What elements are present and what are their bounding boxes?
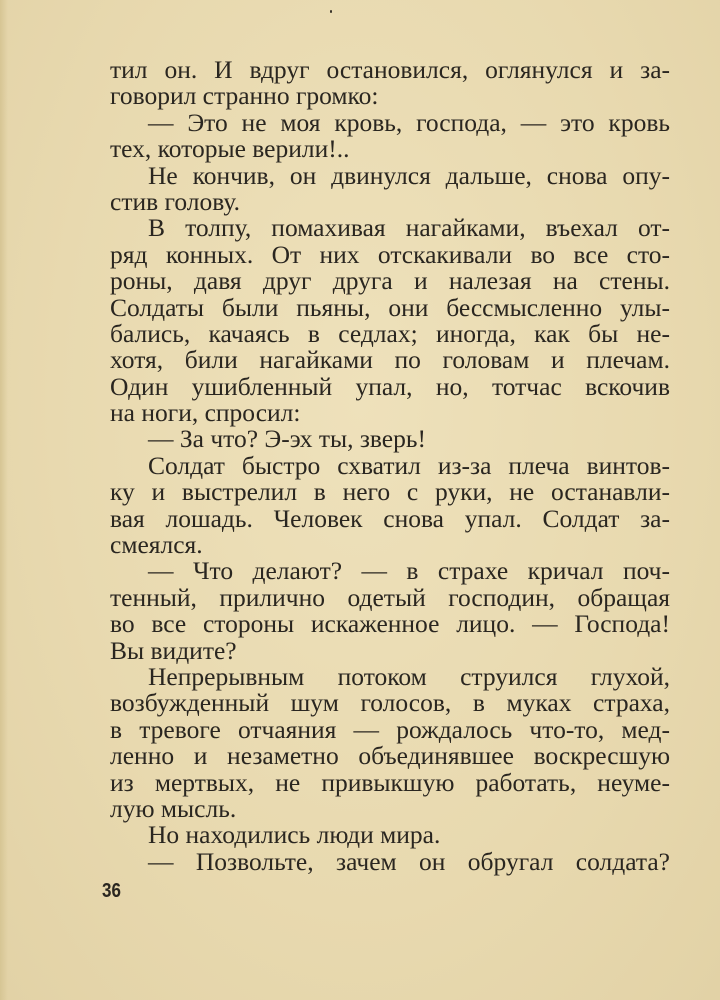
- text-line: тил он. И вдруг остановился, оглянулся и за-: [110, 55, 670, 84]
- text-line: говорил странно громко:: [110, 81, 379, 111]
- text-line: — Это не моя кровь, господа, — это кровь: [148, 107, 670, 137]
- text-line: из мертвых, не привыкшую работать, неуме-: [110, 767, 670, 797]
- text-line: Один ушибленный упал, но, тотчас вскочив: [110, 371, 670, 401]
- text-line: тех, которые верили!..: [110, 134, 350, 164]
- text-line: лую мысль.: [110, 793, 237, 823]
- text-line: хотя, били нагайками по головам и плечам.: [110, 345, 670, 375]
- text-line: ряд конных. От них отскакивали во все сто-: [110, 239, 670, 269]
- text-line: Солдат быстро схватил из-за плеча винтов-: [148, 450, 670, 480]
- text-line: Непрерывным потоком струился глухой,: [148, 661, 670, 691]
- text-line: возбужденный шум голосов, в муках страха,: [110, 688, 670, 718]
- text-line: — Что делают? — в страхе кричал поч-: [148, 556, 670, 586]
- text-line: в тревоге отчаяния — рождалось что-то, мед-: [110, 714, 670, 744]
- page-number: 36: [102, 880, 121, 902]
- text-line: бались, качаясь в седлах; иногда, как бы не-: [110, 318, 670, 348]
- text-line: роны, давя друг друга и налезая на стены.: [110, 266, 670, 296]
- text-line: Не кончив, он двинулся дальше, снова опу-: [148, 160, 670, 190]
- text-line: тенный, прилично одетый господин, обращая: [110, 582, 670, 612]
- text-line: Солдаты были пьяны, они бессмысленно улы-: [110, 292, 670, 322]
- text-line: ленно и незаметно объединявшее воскресшую: [110, 741, 670, 771]
- text-line: ку и выстрелил в него с руки, не останавли-: [110, 477, 670, 507]
- text-line: — За что? Э-эх ты, зверь!: [148, 424, 426, 454]
- body-text: [110, 57, 670, 875]
- text-line: смеялся.: [110, 530, 203, 560]
- text-line: В толпу, помахивая нагайками, въехал от-: [148, 213, 670, 243]
- text-line: — Позвольте, зачем он обругал солдата?: [148, 846, 670, 876]
- text-line: стив голову.: [110, 186, 240, 216]
- text-line: вая лошадь. Человек снова упал. Солдат за-: [110, 503, 670, 533]
- text-line: на ноги, спросил:: [110, 398, 301, 428]
- text-line: во все стороны искаженное лицо. — Господа!: [110, 609, 670, 639]
- text-line: Вы видите?: [110, 635, 237, 665]
- print-speck: [330, 10, 332, 13]
- page-edge-shadow: [0, 0, 8, 1000]
- text-line: Но находились люди мира.: [148, 820, 441, 850]
